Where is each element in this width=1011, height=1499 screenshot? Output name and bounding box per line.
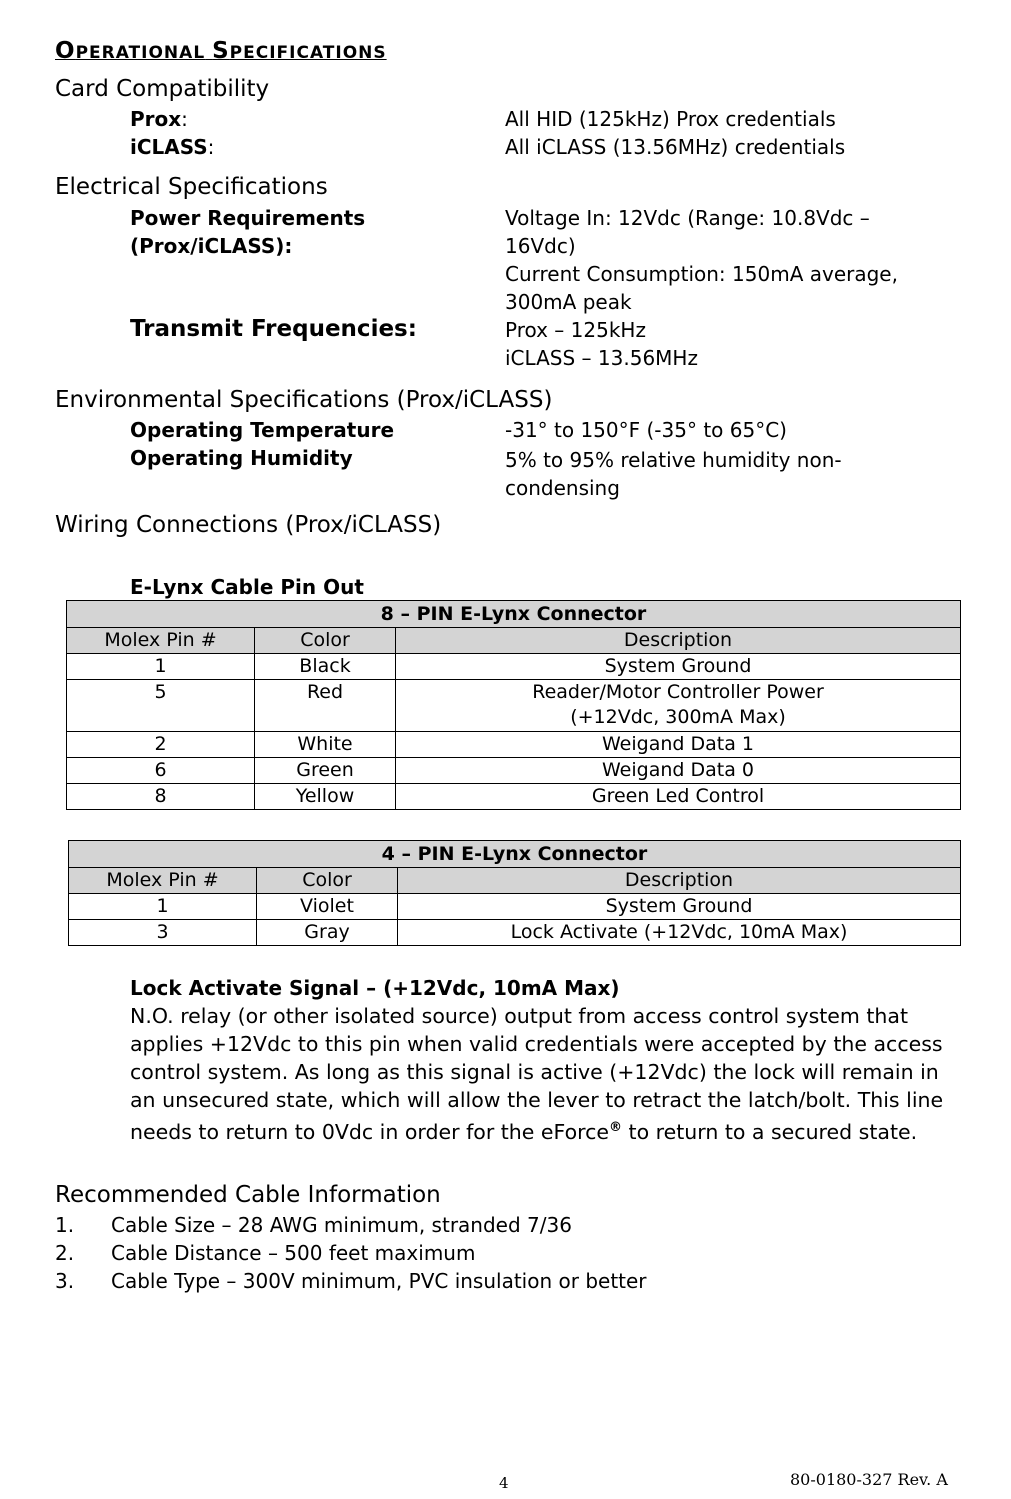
pin4-header-color: Color [257,868,398,894]
description-cell: Green Led Control [396,784,961,810]
iclass-value: All iCLASS (13.56MHz) credentials [505,135,846,159]
pin-cell: 1 [69,894,257,920]
card-compat-heading: Card Compatibility [55,76,270,102]
pin4-header-description: Description [398,868,961,894]
description-cell: System Ground [396,654,961,680]
document-revision: 80-0180-327 Rev. A [790,1470,948,1489]
description-cell: Lock Activate (+12Vdc, 10mA Max) [398,920,961,946]
pin8-header-pin: Molex Pin # [67,628,255,654]
table-row [67,784,961,810]
pin8-caption: 8 – PIN E-Lynx Connector [67,601,961,628]
page-title: OPERATIONAL SPECIFICATIONS [55,38,387,64]
pin-cell: 8 [67,784,255,810]
table-row [67,758,961,784]
cable-pinout-subheading: E-Lynx Cable Pin Out [130,575,364,599]
cable-info-heading: Recommended Cable Information [55,1182,441,1208]
power-label: Power Requirements (Prox/iCLASS): [130,206,366,258]
color-cell: Black [255,654,396,680]
pin8-table [66,600,961,810]
description-cell: System Ground [398,894,961,920]
iclass-label: iCLASS: [130,135,215,159]
table-row [67,732,961,758]
description-cell: Reader/Motor Controller Power (+12Vdc, 300mA Max) [396,680,961,732]
description-cell: Weigand Data 1 [396,732,961,758]
pin-cell: 6 [67,758,255,784]
color-cell: Yellow [255,784,396,810]
color-cell: Violet [257,894,398,920]
color-cell: Red [255,680,396,732]
freq-value: Prox – 125kHz iCLASS – 13.56MHz [505,318,698,370]
wiring-heading: Wiring Connections (Prox/iCLASS) [55,512,442,538]
page-number: 4 [499,1474,509,1492]
lock-activate-heading: Lock Activate Signal – (+12Vdc, 10mA Max) [130,976,620,1000]
power-value: Voltage In: 12Vdc (Range: 10.8Vdc – 16Vdc) Current Consumption: 150mA average, 300mA peak [505,206,898,314]
color-cell: Green [255,758,396,784]
table-row [67,654,961,680]
prox-label: Prox: [130,107,188,131]
pin-cell: 2 [67,732,255,758]
temp-label: Operating Temperature [130,418,395,442]
color-cell: Gray [257,920,398,946]
pin4-header-pin: Molex Pin # [69,868,257,894]
humidity-label: Operating Humidity [130,446,353,470]
prox-value: All HID (125kHz) Prox credentials [505,107,836,131]
description-cell: Weigand Data 0 [396,758,961,784]
humidity-value: 5% to 95% relative humidity non- condensing [505,448,842,500]
list-item: 1. Cable Size – 28 AWG minimum, stranded 7/36 [55,1213,572,1237]
electrical-heading: Electrical Specifications [55,174,328,200]
table-row [69,920,961,946]
pin8-header-color: Color [255,628,396,654]
pin-cell: 5 [67,680,255,732]
list-item: 2. Cable Distance – 500 feet maximum [55,1241,476,1265]
pin-cell: 1 [67,654,255,680]
environmental-heading: Environmental Specifications (Prox/iCLASS) [55,387,553,413]
color-cell: White [255,732,396,758]
freq-label: Transmit Frequencies: [130,316,417,342]
pin4-table [68,840,961,946]
pin8-header-description: Description [396,628,961,654]
list-item: 3. Cable Type – 300V minimum, PVC insulation or better [55,1269,647,1293]
lock-activate-paragraph: N.O. relay (or other isolated source) output from access control system that applies +12Vdc to this pin when valid credentials were accepted by the access control system. As long as this signal is active (+12Vdc) the lock will remain in an unsecured state, which will allow the lever to retract the latch/bolt. This line needs to return to 0Vdc in order for the eForce® to return to a secured state. [130,1004,944,1144]
pin-cell: 3 [69,920,257,946]
temp-value: -31° to 150°F (-35° to 65°C) [505,418,787,442]
table-row [67,680,961,732]
pin4-caption: 4 – PIN E-Lynx Connector [69,841,961,868]
table-row [69,894,961,920]
